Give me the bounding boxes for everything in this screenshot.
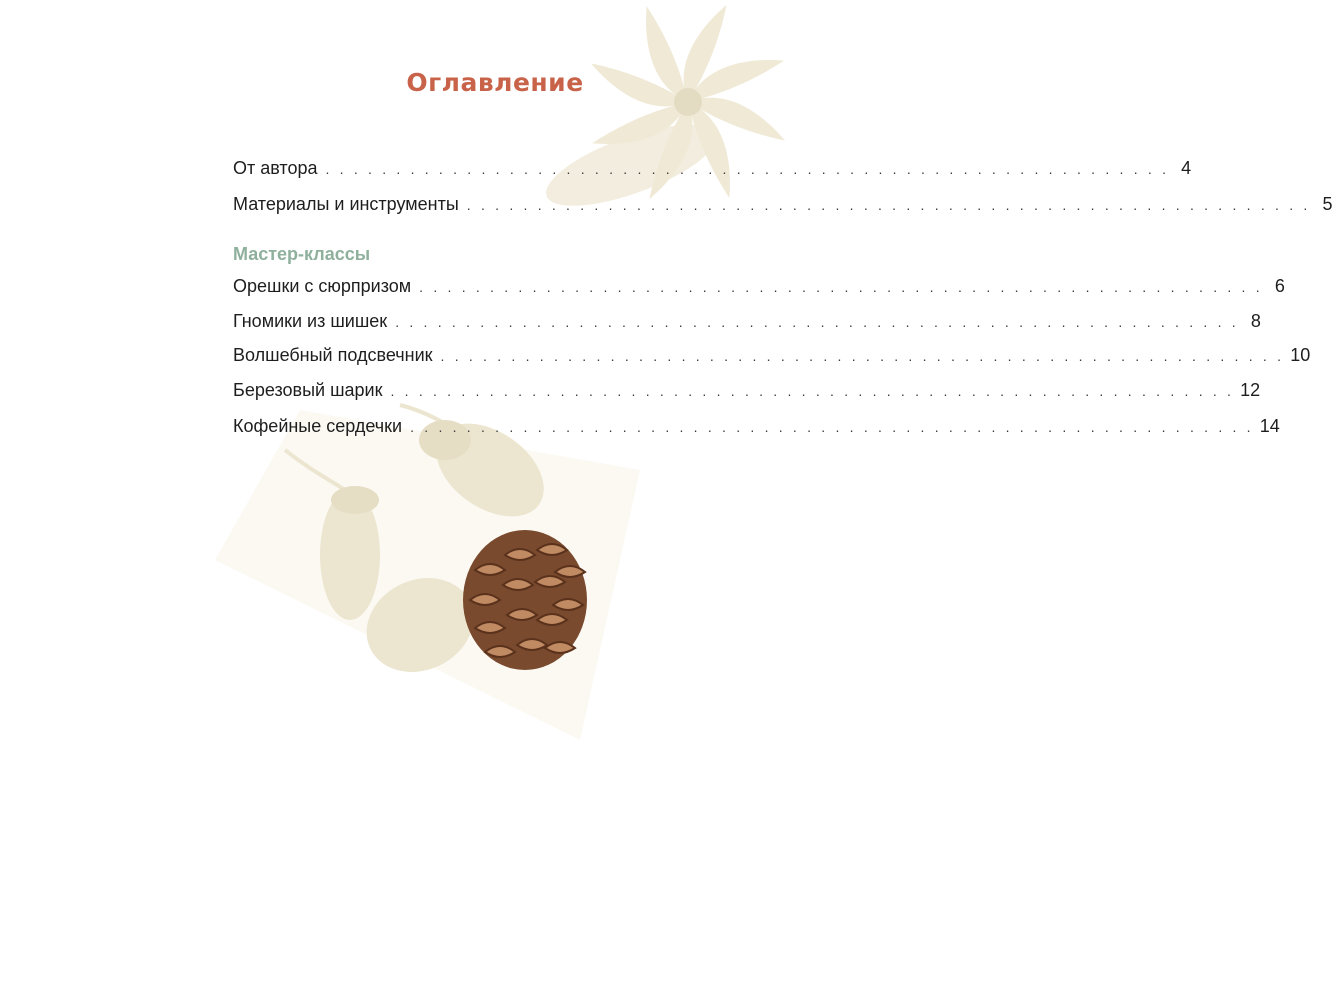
toc-entry — [233, 158, 1192, 184]
star-anise-illustration — [537, 2, 788, 223]
toc-entry — [233, 416, 1280, 442]
leader-dots: . . . . . . . . . . . . . . . . . . . . . . . . . . . . . . . . . . . . . . . . . . . . . . . . . . . . . . . . . . . . — [325, 161, 1170, 177]
toc-entry-page: 12 — [1240, 380, 1261, 400]
toc-entry-label: Березовый шарик — [233, 380, 383, 400]
toc-entry — [233, 276, 1285, 302]
leader-dots: . . . . . . . . . . . . . . . . . . . . . . . . . . . . . . . . . . . . . . . . . . . . . . . . . . . . . . . . . . . . — [466, 197, 1311, 213]
leader-dots: . . . . . . . . . . . . . . . . . . . . . . . . . . . . . . . . . . . . . . . . . . . . . . . . . . . . . . . . . . . . — [419, 279, 1263, 295]
toc-entry-page: 8 — [1250, 311, 1261, 331]
toc-entry-label: Орешки с сюрпризом — [233, 276, 412, 296]
toc-entry-page: 14 — [1259, 416, 1280, 436]
toc-entry-page: 4 — [1181, 158, 1192, 178]
leader-dots: . . . . . . . . . . . . . . . . . . . . . . . . . . . . . . . . . . . . . . . . . . . . . . . . . . . . . . . . . . . . — [390, 383, 1235, 399]
toc-entry — [233, 345, 1311, 371]
toc-entry-label: Гномики из шишек — [233, 311, 388, 331]
toc-entry — [233, 380, 1261, 406]
section-heading: Мастер-классы — [233, 244, 371, 264]
toc-entry-page: 6 — [1274, 276, 1285, 296]
toc-entry-label: Материалы и инструменты — [233, 194, 459, 214]
leader-dots: . . . . . . . . . . . . . . . . . . . . . . . . . . . . . . . . . . . . . . . . . . . . . . . . . . . . . . . . . . . . — [440, 348, 1285, 364]
pine-cone-photo — [463, 530, 587, 670]
toc-entry — [233, 311, 1261, 337]
page-title: Оглавление — [406, 68, 584, 97]
toc-entry-page: 10 — [1290, 345, 1311, 365]
toc-entry — [233, 194, 1332, 220]
toc-entry-label: Волшебный подсвечник — [233, 345, 433, 365]
toc-entry-label: От автора — [233, 158, 318, 178]
leader-dots: . . . . . . . . . . . . . . . . . . . . . . . . . . . . . . . . . . . . . . . . . . . . . . . . . . . . . . . . . . . . — [410, 419, 1254, 435]
leader-dots: . . . . . . . . . . . . . . . . . . . . . . . . . . . . . . . . . . . . . . . . . . . . . . . . . . . . . . . . . . . . — [395, 314, 1239, 330]
toc-entry-page: 5 — [1322, 194, 1332, 214]
toc-entry-label: Кофейные сердечки — [233, 416, 403, 436]
